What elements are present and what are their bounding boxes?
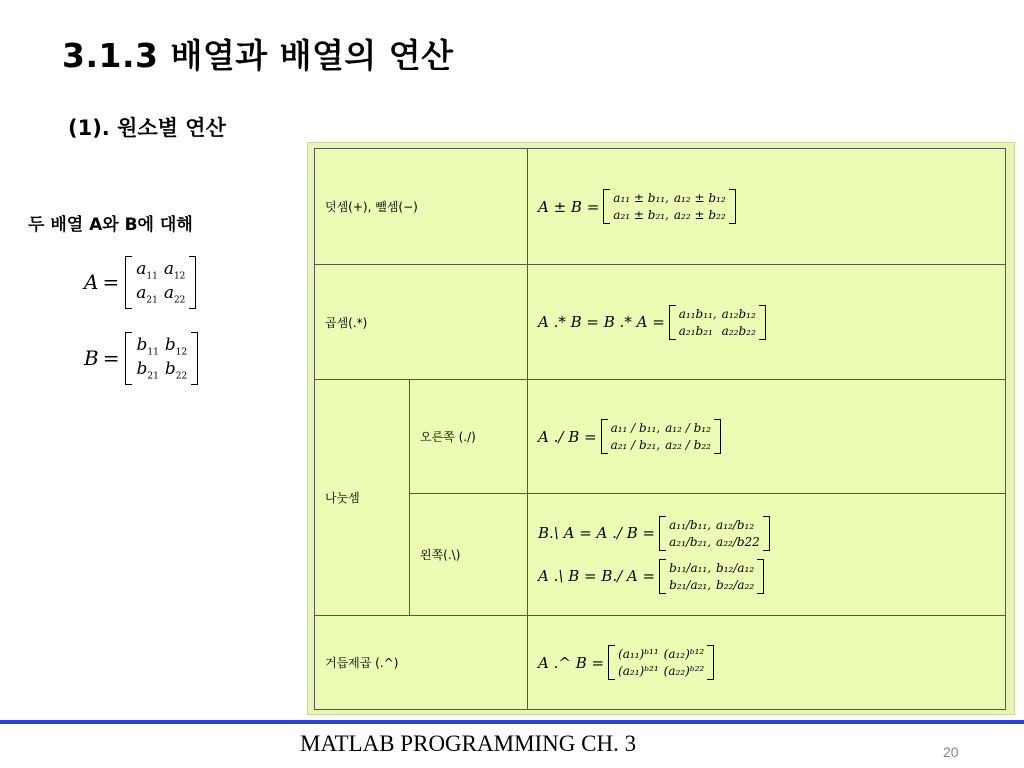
- section-subtitle: (1). 원소별 연산: [68, 116, 226, 140]
- table-row: [315, 380, 1006, 494]
- page-number: 20: [943, 744, 959, 760]
- footer-divider: [0, 720, 1024, 724]
- matrix-entry: a₂₁ / b₂₁,: [610, 438, 661, 452]
- matrix-entry: a₁₁ / b₁₁,: [610, 421, 661, 435]
- table-row: [315, 265, 1006, 380]
- matrix-entry: $a_{22}$: [163, 283, 186, 306]
- matrix-entry: a₂₂/b22: [716, 534, 760, 549]
- result-matrix: [659, 516, 770, 551]
- matrix-entry: a₁₁/b₁₁,: [669, 517, 712, 532]
- table-row: [315, 616, 1006, 710]
- matrix-entry: a₂₂b₂₂: [721, 323, 756, 338]
- matrix-entry: (a₁₁)ᵇ¹¹: [618, 647, 659, 661]
- footer-course-title: MATLAB PROGRAMMING CH. 3: [300, 731, 637, 756]
- matrix-entry: b₂₂/a₂₂: [716, 577, 755, 592]
- matrix-entry: b₁₁/a₁₁,: [669, 560, 712, 575]
- operation-expression: A .^ B = (a₁₁)ᵇ¹¹ (a₁₂)ᵇ¹² (a₂₁)ᵇ²¹ (a₂₂)ᵇ²²: [528, 616, 1006, 710]
- matrix-entry: (a₂₁)ᵇ²¹: [618, 664, 659, 678]
- intro-text: 두 배열 A와 B에 대해: [28, 215, 193, 235]
- operation-name: 오른쪽 (./): [410, 380, 528, 494]
- operation-expression: A ± B = a₁₁ ± b₁₁, a₁₂ ± b₁₂ a₂₁ ± b₂₁, a₂₂ ± b₂₂: [528, 149, 1006, 265]
- matrix-entry: $b_{22}$: [164, 359, 188, 382]
- matrix-a: [125, 256, 196, 309]
- matrix-entry: a₂₁b₂₁: [678, 323, 713, 338]
- table-row: [315, 149, 1006, 265]
- matrix-entry: $a_{21}$: [136, 283, 158, 306]
- equals-sign: =: [102, 346, 120, 371]
- matrix-entry: a₂₂ / b₂₂: [665, 438, 711, 452]
- operation-name: 덧셈(+), 뺄셈(−): [315, 149, 528, 265]
- operation-group-name: 나눗셈: [315, 380, 410, 616]
- matrix-b: [125, 332, 198, 385]
- operation-expression: B.\ A = A ./ B = a₁₁/b₁₁, a₁₂/b₁₂ a₂₁/b₂₁, a₂₂/b22 A .\ B = B./ A = b₁₁/a₁₁, b₁₂/a₁₂ b₂₁/a₂₁, b₂₂/a₂₂: [528, 494, 1006, 616]
- matrix-entry: $b_{12}$: [164, 335, 188, 358]
- matrix-entry: a₁₂ ± b₁₂: [673, 191, 726, 205]
- matrix-entry: a₂₁/b₂₁,: [669, 534, 712, 549]
- matrix-entry: b₂₁/a₂₁,: [669, 577, 712, 592]
- result-matrix: [603, 189, 735, 224]
- equals-sign: =: [102, 270, 120, 295]
- matrix-entry: a₂₂ ± b₂₂: [673, 208, 726, 222]
- matrix-entry: a₁₂/b₁₂: [716, 517, 755, 532]
- matrix-a-definition: [84, 256, 196, 309]
- matrix-entry: a₁₂ / b₁₂: [665, 421, 711, 435]
- matrix-entry: a₁₁ ± b₁₁,: [613, 191, 669, 205]
- result-matrix: [669, 305, 766, 340]
- matrix-entry: a₁₁b₁₁,: [678, 306, 717, 321]
- operation-name: 거듭제곱 (.^): [315, 616, 528, 710]
- operation-expression: A ./ B = a₁₁ / b₁₁, a₁₂ / b₁₂ a₂₁ / b₂₁, a₂₂ / b₂₂: [528, 380, 1006, 494]
- matrix-entry: a₁₂b₁₂: [721, 306, 756, 321]
- matrix-entry: (a₁₂)ᵇ¹²: [663, 647, 705, 661]
- slide-title: 3.1.3 배열과 배열의 연산: [62, 36, 454, 75]
- matrix-entry: $a_{11}$: [136, 259, 158, 282]
- matrix-entry: a₂₁ ± b₂₁,: [613, 208, 669, 222]
- matrix-entry: $a_{12}$: [163, 259, 186, 282]
- matrix-entry: (a₂₂)ᵇ²²: [663, 664, 705, 678]
- operation-expression: A .* B = B .* A = a₁₁b₁₁, a₁₂b₁₂ a₂₁b₂₁ a₂₂b₂₂: [528, 265, 1006, 380]
- matrix-entry: $b_{11}$: [136, 335, 159, 358]
- result-matrix: [608, 645, 714, 680]
- matrix-entry: b₁₂/a₁₂: [716, 560, 755, 575]
- elementwise-operations-table: [314, 148, 1006, 710]
- operation-name: 곱셈(.*): [315, 265, 528, 380]
- matrix-entry: $b_{21}$: [136, 359, 159, 382]
- matrix-b-name: B: [84, 346, 99, 371]
- matrix-b-definition: [84, 332, 198, 385]
- result-matrix: [601, 419, 721, 454]
- result-matrix: [659, 559, 764, 594]
- matrix-a-name: A: [84, 270, 99, 295]
- operation-name: 왼쪽(.\): [410, 494, 528, 616]
- table-row: [315, 494, 1006, 616]
